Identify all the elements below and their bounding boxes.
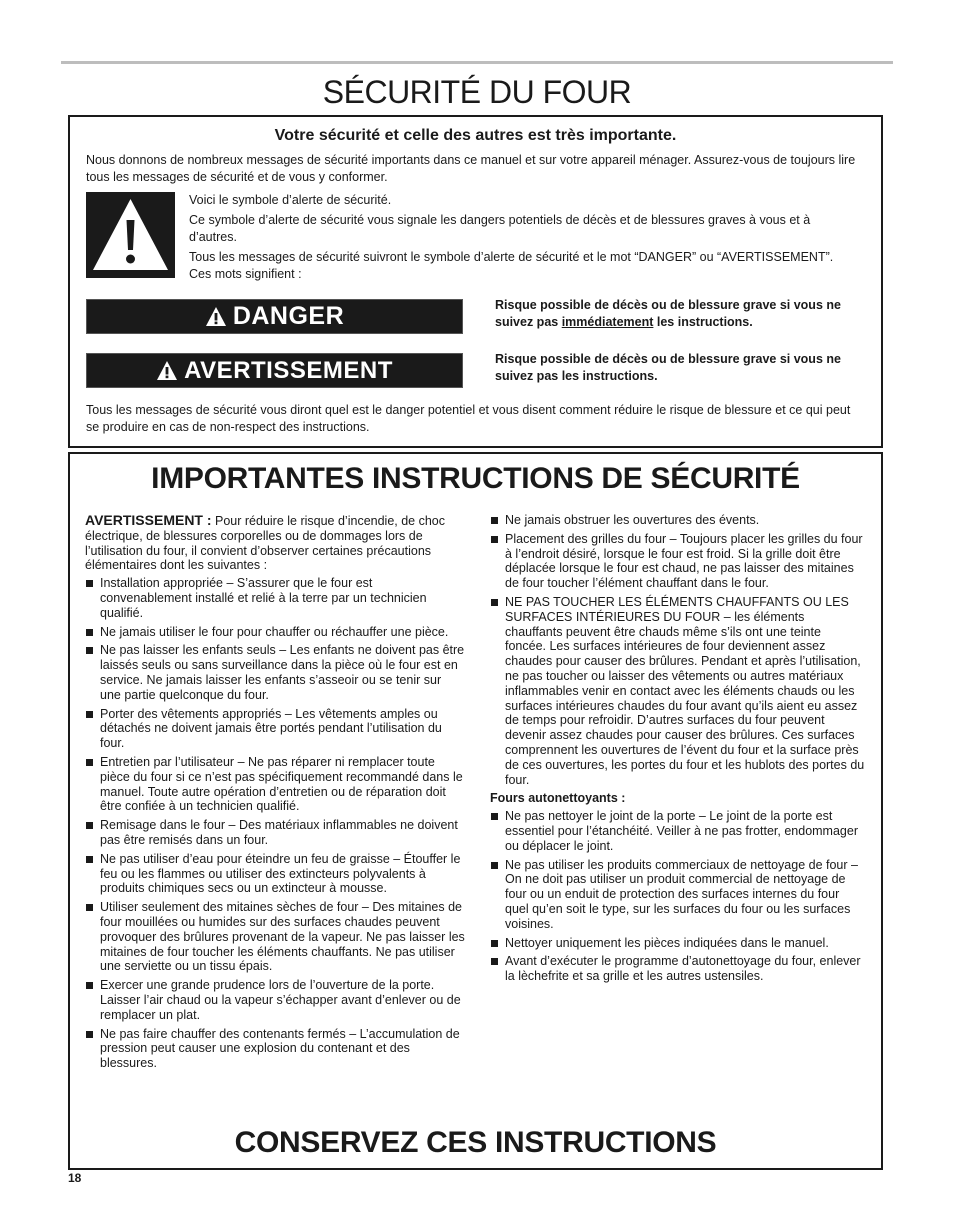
important-instructions-box	[68, 452, 883, 1170]
list-item: Ne pas utiliser les produits commerciaux de nettoyage de four – On ne doit pas utiliser un produit commercial de nettoyage de four ou un enduit de protection des surfaces internes du four quel qu’en soit le type, sur les surfaces du four ou les surfaces voisines.	[490, 858, 865, 932]
page-number: 18	[68, 1171, 82, 1185]
warning-description: Risque possible de décès ou de blessure grave si vous ne suivez pas les instructions.	[495, 352, 841, 383]
list-item: Utiliser seulement des mitaines sèches de four – Des mitaines de four mouillées ou humides sur des surfaces chaudes peuvent provoquer des brûlures provenant de la vapeur. Ne pas laisser les mitaines de four toucher les éléments chauffants. Ne pas utiliser une serviette ou un tissu épais.	[85, 900, 465, 974]
symbol-line: Voici le symbole d’alerte de sécurité.	[189, 193, 392, 207]
list-item: Porter des vêtements appropriés – Les vêtements amples ou détachés ne doivent jamais être portés pendant l’utilisation du four.	[85, 707, 465, 751]
warning-alert-icon	[156, 360, 178, 382]
instructions-right-column	[490, 513, 865, 988]
left-instructions-list	[85, 576, 465, 1071]
safety-footer: Tous les messages de sécurité vous diront quel est le danger potentiel et vous disent comment réduire le risque de blessure et ce qui peut se produire en cas de non-respect des instructions.	[86, 403, 851, 434]
warning-label: AVERTISSEMENT	[184, 356, 393, 384]
safety-alert-symbol-icon	[86, 192, 175, 278]
list-item: Placement des grilles du four – Toujours placer les grilles du four à l’endroit désiré, lorsque le four est froid. Si la grille doit être déplacée lorsque le four est chaud, ne pas laisser des mitaines de four toucher l’élément chauffant dans le four.	[490, 532, 865, 591]
list-item: Ne jamais obstruer les ouvertures des évents.	[490, 513, 865, 528]
danger-label: DANGER	[232, 302, 345, 330]
list-item: Ne pas laisser les enfants seuls – Les enfants ne doivent pas être laissés seuls ou sans surveillance dans la pièce où le four est en service. Ne jamais laisser les enfants s’asseoir ou se tenir sur une partie quelconque du four.	[85, 643, 465, 702]
list-item: Avant d’exécuter le programme d’autonettoyage du four, enlever la lèchefrite et sa grille et les autres ustensiles.	[490, 954, 865, 984]
safety-message-box	[68, 115, 883, 448]
instructions-left-column	[85, 513, 465, 1075]
list-item: Exercer une grande prudence lors de l’ouverture de la porte. Laisser l’air chaud ou la vapeur s’échapper avant d’enlever ou de remplacer un plat.	[85, 978, 465, 1022]
danger-underlined-word: immédiatement	[561, 315, 654, 329]
danger-banner	[86, 299, 463, 334]
warning-banner	[86, 353, 463, 388]
list-item: Nettoyer uniquement les pièces indiquées dans le manuel.	[490, 936, 865, 951]
list-item: Ne pas utiliser d’eau pour éteindre un feu de graisse – Étouffer le feu ou les flammes ou utiliser des extincteurs polyvalents à produits chimiques secs ou un extincteur à mousse.	[85, 852, 465, 896]
list-item: Entretien par l’utilisateur – Ne pas réparer ni remplacer toute pièce du four si ce n’est pas spécifiquement recommandé dans le manuel. Toute autre opération d’entretien ou de réparation doit être confiée à un technicien qualifié.	[85, 755, 465, 814]
safety-heading: Votre sécurité et celle des autres est très importante.	[274, 127, 677, 144]
list-item: Ne pas faire chauffer des contenants fermés – L’accumulation de pression peut causer une explosion du contenant et des blessures.	[85, 1027, 465, 1071]
safety-intro: Nous donnons de nombreux messages de sécurité importants dans ce manuel et sur votre appareil ménager. Assurez-vous de toujours lire tous les messages de sécurité et de vous y conformer.	[86, 153, 856, 184]
danger-alert-icon	[205, 306, 227, 328]
self-clean-heading: Fours autonettoyants :	[490, 791, 626, 806]
danger-description: Risque possible de décès ou de blessure grave si vous ne suivez pas immédiatement les instructions.	[495, 298, 841, 329]
top-rule	[61, 61, 893, 64]
list-item: Ne pas nettoyer le joint de la porte – Le joint de la porte est essentiel pour l’étanchéité. Veiller à ne pas frotter, endommager ou déplacer le joint.	[490, 809, 865, 853]
list-item: Ne jamais utiliser le four pour chauffer ou réchauffer une pièce.	[85, 625, 465, 640]
warning-lead: AVERTISSEMENT : Pour réduire le risque d’incendie, de choc électrique, de blessures corporelles ou de dommages lors de l’utilisation du four, il convient d’observer certaines précautions élémentaires dont les suivantes :	[85, 512, 446, 573]
list-item: Remisage dans le four – Des matériaux inflammables ne doivent pas être remisés dans un four.	[85, 818, 465, 848]
symbol-meaning: Ce symbole d’alerte de sécurité vous signale les dangers potentiels de décès et de blessures graves à vous et à d’autres.	[189, 213, 811, 244]
list-item: NE PAS TOUCHER LES ÉLÉMENTS CHAUFFANTS OU LES SURFACES INTÉRIEURES DU FOUR – les éléments chauffants peuvent être chauds même s’ils ont une teinte foncée. Les surfaces intérieures de four deviennent assez chaudes pour causer des brûlures. Pendant et après l’utilisation, ne pas toucher ou laisser des vêtements ou autres matériaux inflammables venir en contact avec les éléments chauds ou les surfaces intérieures chaudes du four avant qu’ils aient eu assez de temps pour refroidir. D’autres surfaces du four peuvent devenir assez chaudes pour causer des brûlures. Ces surfaces comprennent les ouvertures de l’évent du four et la surface près de ces ouvertures, les portes du four et les hublots des portes du four.	[490, 595, 865, 787]
right-instructions-list	[490, 513, 865, 787]
signal-words-line: Tous les messages de sécurité suivront le symbole d’alerte de sécurité et le mot “DANGER” ou “AVERTISSEMENT”. Ces mots signifient :	[189, 250, 834, 281]
list-item: Installation appropriée – S’assurer que le four est convenablement installé et relié à la terre par un technicien qualifié.	[85, 576, 465, 620]
page-title: SÉCURITÉ DU FOUR	[322, 74, 632, 110]
instructions-title: IMPORTANTES INSTRUCTIONS DE SÉCURITÉ	[151, 462, 800, 495]
save-instructions-title: CONSERVEZ CES INSTRUCTIONS	[234, 1126, 717, 1159]
self-clean-list	[490, 809, 865, 984]
